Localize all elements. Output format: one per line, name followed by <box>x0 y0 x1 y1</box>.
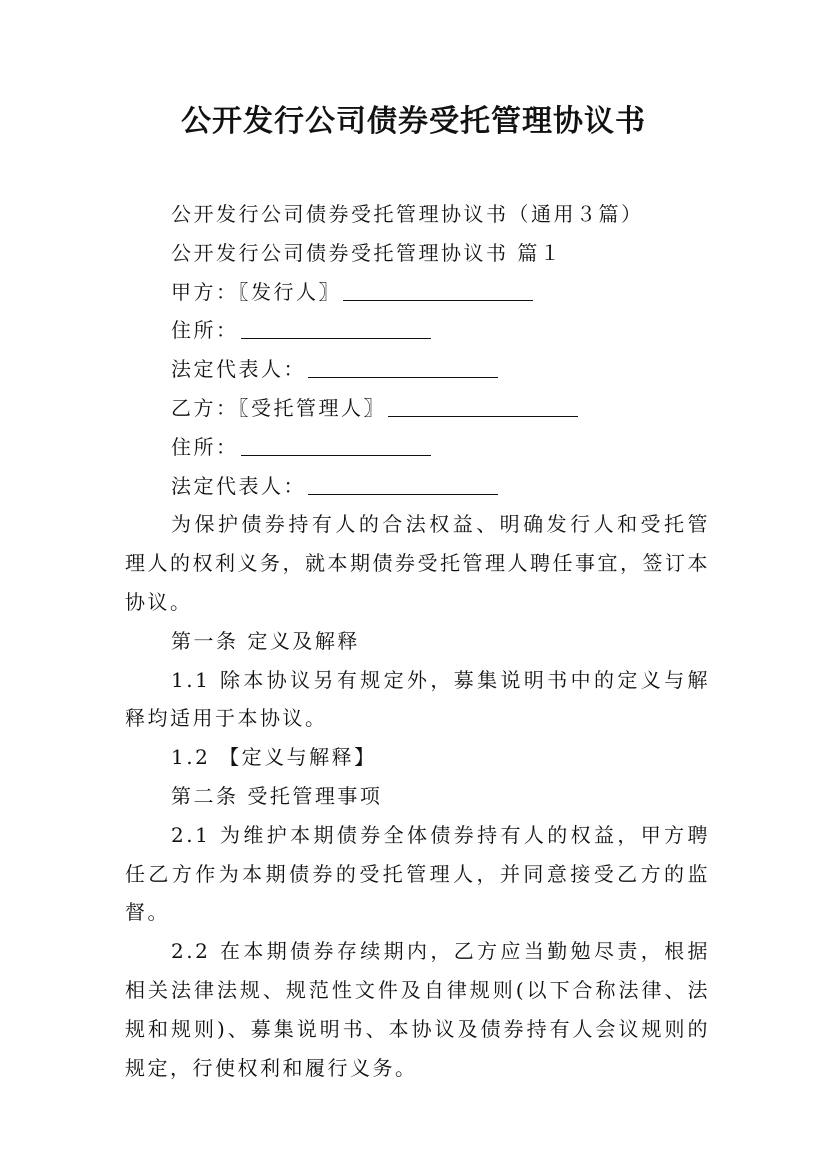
party-b-label: 乙方：〖受托管理人〗 <box>171 395 386 420</box>
document-subtitle: 公开发行公司债券受托管理协议书（通用３篇） <box>171 202 644 226</box>
party-b-address-blank <box>241 435 431 456</box>
party-b-address-line <box>125 428 710 467</box>
party-b-rep-blank <box>308 474 498 495</box>
article-2-heading: 第二条 受托管理事项 <box>171 783 383 808</box>
party-a-address-blank <box>241 318 431 339</box>
party-b-name-blank <box>388 396 578 417</box>
party-b-address-label: 住所： <box>171 434 239 459</box>
party-b-rep-label: 法定代表人： <box>171 473 306 498</box>
party-a-rep-label: 法定代表人： <box>171 357 306 382</box>
party-a-address-line <box>125 311 710 350</box>
party-b-rep-line <box>125 467 710 506</box>
party-a-line <box>125 273 710 312</box>
article-1-heading: 第一条 定义及解释 <box>171 628 360 653</box>
document-title: 公开发行公司债券受托管理协议书 <box>181 104 646 139</box>
document-body <box>125 195 710 1087</box>
party-b-line <box>125 389 710 428</box>
clause-2-1: 2.1 为维护本期债券全体债券持有人的权益，甲方聘任乙方作为本期债券的受托管理人，并同意接受乙方的监督。 <box>125 822 710 925</box>
clause-1-2: 1.2 【定义与解释】 <box>171 745 377 770</box>
party-a-address-label: 住所： <box>171 318 239 343</box>
party-a-rep-line <box>125 350 710 389</box>
clause-2-2: 2.2 在本期债券存续期内，乙方应当勤勉尽责，根据相关法律法规、规范性文件及自律规则(以下合称法律、法规和规则)、募集说明书、本协议及债券持有人会议规则的规定，行使权利和履行义务。 <box>125 939 710 1080</box>
clause-1-1: 1.1 除本协议另有规定外，募集说明书中的定义与解释均适用于本协议。 <box>125 667 710 731</box>
section-heading: 公开发行公司债券受托管理协议书 篇１ <box>171 240 563 265</box>
party-a-rep-blank <box>308 357 498 378</box>
party-a-label: 甲方：〖发行人〗 <box>171 279 341 304</box>
party-a-name-blank <box>343 280 533 301</box>
preamble-paragraph: 为保护债券持有人的合法权益、明确发行人和受托管理人的权利义务，就本期债券受托管理人聘任事宜，签订本协议。 <box>125 512 710 614</box>
